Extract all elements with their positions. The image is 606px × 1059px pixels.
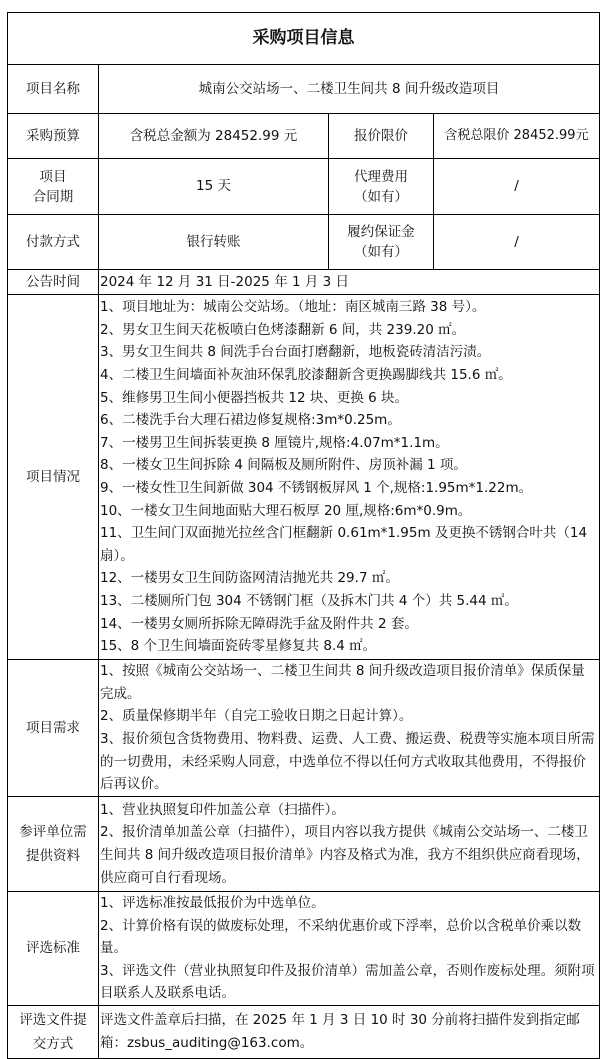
list-item: 3、男女卫生间共 8 间洗手台台面打磨翻新，地板瓷砖清洁污渍。 [100,344,491,361]
agency-fee-label [329,159,434,215]
label-line: 项目 [39,168,67,185]
announce-time-label: 公告时间 [8,270,99,295]
label-line: 代理费用 [354,168,408,185]
list-item: 1、评选标准按最低报价为中选单位。 [100,895,325,911]
list-item: 2、男女卫生间天花板喷白色烤漆翻新 6 间，共 239.20 ㎡。 [100,321,466,338]
submit-method-label [8,1005,99,1058]
label-line: 合同期 [32,188,74,205]
price-limit-label: 报价限价 [329,114,434,159]
submit-text: 评选文件盖章后扫描，在 2025 年 1 月 3 日 10 时 30 分前将扫描件发到指定邮箱：zsbus_auditing@163.com。 [100,1012,580,1051]
materials-list [99,797,600,892]
project-name-value: 城南公交站场一、二楼卫生间共 8 间升级改造项目 [99,65,600,114]
list-item: 6、二楼洗手台大理石裙边修复规格:3m*0.25m。 [100,412,401,429]
list-item: 3、评选文件（营业执照复印件及报价清单）需加盖公章，否则作废标处理。须附项目联系人及联系电话。 [100,962,595,1002]
list-item: 14、一楼男女厕所拆除无障碍洗手盆及附件共 2 套。 [100,615,418,632]
payment-method-value: 银行转账 [99,215,329,270]
demand-label: 项目需求 [8,660,99,797]
list-item: 4、二楼卫生间墙面补灰油环保乳胶漆翻新含更换踢脚线共 15.6 ㎡。 [100,367,512,384]
performance-bond-label [329,215,434,270]
materials-label [8,797,99,892]
label-line: 履约保证金 [347,224,415,240]
contract-period-label [8,159,99,215]
list-item: 15、8 个卫生间墙面瓷砖零星修复共 8.4 ㎡。 [100,638,377,655]
criteria-label: 评选标准 [8,892,99,1006]
label-line: 参评单位需 [19,824,87,840]
list-item: 2、质量保修期半年（自完工验收日期之日起计算）。 [100,708,413,725]
list-item: 13、二楼厕所门包 304 不锈钢门框（及拆木门共 4 个）共 5.44 ㎡。 [100,592,518,609]
list-item: 3、报价须包含货物费用、物料费、运费、人工费、搬运费、税费等实施本项目所需的一切费用，未经采购人同意，中选单位不得以任何方式收取其他费用，不得报价后再议价。 [100,731,595,793]
announce-time-value: 2024 年 12 月 31 日-2025 年 1 月 3 日 [99,270,600,295]
agency-fee-value: / [434,159,600,215]
list-item: 1、按照《城南公交站场一、二楼卫生间共 8 间升级改造项目报价清单》保质保量完成。 [100,663,585,702]
list-item: 11、卫生间门双面抛光拉丝含门框翻新 0.61m*1.95m 及更换不锈钢合叶共（14 扇）。 [100,525,588,564]
table-title: 采购项目信息 [8,13,600,65]
project-name-label: 项目名称 [8,65,99,114]
demand-list [99,660,600,797]
list-item: 1、项目地址为：城南公交站场。（地址：南区城南三路 38 号）。 [100,299,486,316]
payment-method-label: 付款方式 [8,215,99,270]
list-item: 8、一楼女卫生间拆除 4 间隔板及厕所附件、房顶补漏 1 项。 [100,457,467,474]
list-item: 5、维修男卫生间小便器挡板共 12 块、更换 6 块。 [100,389,409,406]
label-line: 评选文件提 [19,1011,87,1028]
criteria-list [99,892,600,1006]
budget-label: 采购预算 [8,114,99,159]
label-line: 提供资料 [26,848,80,864]
price-limit-value: 含税总限价 28452.99元 [434,114,600,159]
list-item: 1、营业执照复印件加盖公章（扫描件）。 [100,801,345,818]
budget-value: 含税总金额为 28452.99 元 [99,114,329,159]
label-line: （如有） [354,188,408,205]
label-line: （如有） [354,244,408,260]
list-item: 10、一楼女卫生间地面贴大理石板厚 20 厘,规格:6m*0.9m。 [100,502,472,519]
situation-label: 项目情况 [8,295,99,660]
procurement-info-table [7,12,600,1059]
list-item: 9、一楼女性卫生间新做 304 不锈钢板屏风 1 个,规格:1.95m*1.22m。 [100,480,533,496]
contract-period-value: 15 天 [99,159,329,215]
list-item: 12、一楼男女卫生间防盗网清洁抛光共 29.7 ㎡。 [100,570,399,587]
situation-list [99,295,600,660]
list-item: 7、一楼男卫生间拆装更换 8 厘镜片,规格:4.07m*1.1m。 [100,434,449,451]
performance-bond-value: / [434,215,600,270]
submit-method-value [99,1005,600,1058]
label-line: 交方式 [32,1035,74,1052]
list-item: 2、计算价格有误的做废标处理，不采纳优惠价或下浮率，总价以含税单价乘以数量。 [100,917,582,957]
list-item: 2、报价清单加盖公章（扫描件），项目内容以我方提供《城南公交站场一、二楼卫生间共 8 间升级改造项目报价清单》内容及格式为准，我方不组织供应商看现场，供应商可自行看现场。 [100,824,590,886]
